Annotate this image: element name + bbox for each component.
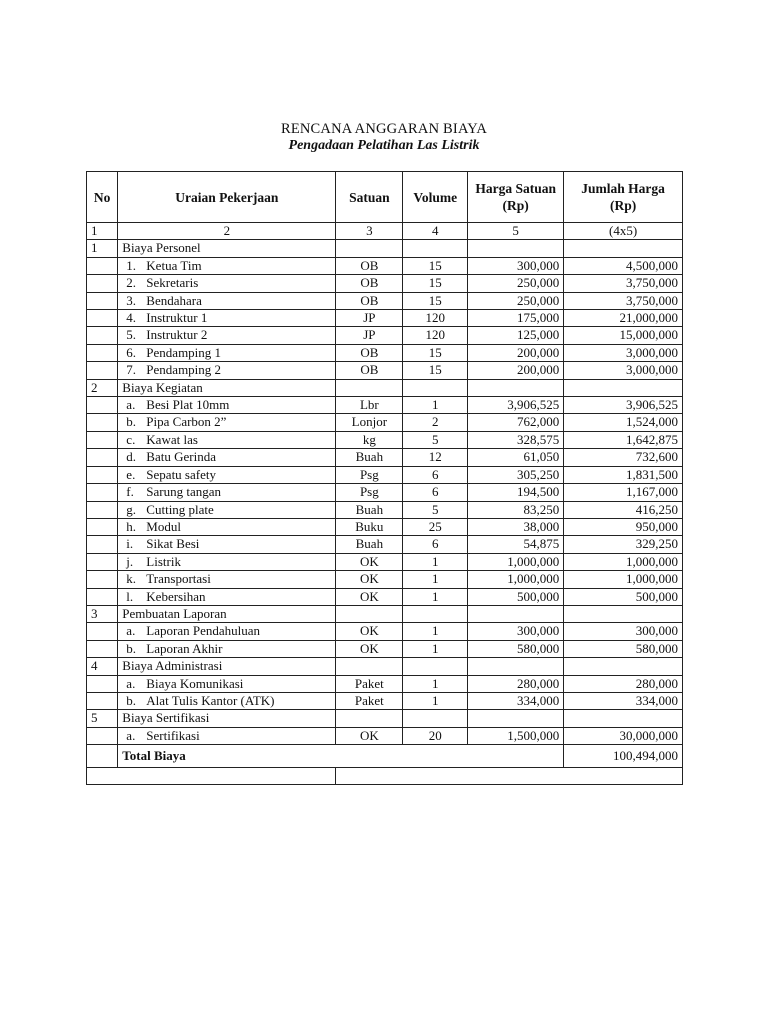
item-harga-satuan: 54,875 [468, 536, 564, 553]
empty-cell [87, 292, 118, 309]
empty-cell [336, 768, 683, 785]
item-volume: 120 [403, 327, 468, 344]
empty-cell [87, 518, 118, 535]
empty-cell [87, 571, 118, 588]
table-row [87, 692, 683, 709]
item-jumlah-harga: 1,524,000 [564, 414, 683, 431]
item-volume: 15 [403, 257, 468, 274]
colnum-3: 3 [336, 223, 403, 240]
empty-cell [87, 327, 118, 344]
item-uraian [118, 257, 336, 274]
item-volume: 2 [403, 414, 468, 431]
item-jumlah-harga: 4,500,000 [564, 257, 683, 274]
item-name: Instruktur 1 [146, 310, 208, 326]
colnum-5: 5 [468, 223, 564, 240]
empty-cell [468, 658, 564, 675]
item-uraian [118, 344, 336, 361]
item-uraian [118, 553, 336, 570]
item-harga-satuan: 300,000 [468, 257, 564, 274]
item-label: 2. [126, 275, 137, 291]
item-volume: 20 [403, 727, 468, 744]
empty-cell [87, 484, 118, 501]
item-label: k. [126, 571, 137, 587]
table-row [87, 344, 683, 361]
item-name: Sepatu safety [146, 466, 216, 482]
empty-cell [336, 605, 403, 622]
item-name: Ketua Tim [146, 257, 202, 273]
item-uraian [118, 397, 336, 414]
empty-cell [87, 449, 118, 466]
item-uraian [118, 675, 336, 692]
item-label: f. [126, 484, 134, 500]
section-no: 5 [87, 710, 118, 727]
item-harga-satuan: 61,050 [468, 449, 564, 466]
item-satuan: OK [336, 588, 403, 605]
section-row [87, 605, 683, 622]
empty-cell [564, 658, 683, 675]
header-no: No [87, 172, 118, 223]
item-harga-satuan: 334,000 [468, 692, 564, 709]
empty-cell [87, 536, 118, 553]
item-jumlah-harga: 15,000,000 [564, 327, 683, 344]
item-volume: 1 [403, 397, 468, 414]
section-row [87, 240, 683, 257]
item-uraian [118, 466, 336, 483]
item-volume: 6 [403, 466, 468, 483]
item-harga-satuan: 305,250 [468, 466, 564, 483]
item-label: d. [126, 449, 137, 465]
item-harga-satuan: 580,000 [468, 640, 564, 657]
item-satuan: OB [336, 362, 403, 379]
section-row [87, 710, 683, 727]
item-volume: 1 [403, 571, 468, 588]
item-satuan: Buah [336, 449, 403, 466]
item-jumlah-harga: 3,000,000 [564, 344, 683, 361]
item-label: h. [126, 518, 137, 534]
empty-cell [87, 640, 118, 657]
item-satuan: kg [336, 431, 403, 448]
empty-cell [403, 710, 468, 727]
empty-cell [403, 605, 468, 622]
item-label: i. [126, 536, 134, 552]
item-name: Cutting plate [146, 501, 214, 517]
item-name: Biaya Komunikasi [146, 675, 244, 691]
budget-table [86, 171, 683, 785]
item-satuan: OK [336, 623, 403, 640]
item-jumlah-harga: 1,167,000 [564, 484, 683, 501]
item-satuan: Paket [336, 692, 403, 709]
item-uraian [118, 310, 336, 327]
item-jumlah-harga: 3,000,000 [564, 362, 683, 379]
item-harga-satuan: 1,500,000 [468, 727, 564, 744]
item-satuan: Buah [336, 536, 403, 553]
empty-cell [87, 501, 118, 518]
item-satuan: OK [336, 553, 403, 570]
header-harga-satuan: Harga Satuan (Rp) [468, 172, 564, 223]
item-uraian [118, 431, 336, 448]
document-title: RENCANA ANGGARAN BIAYA [280, 121, 488, 137]
section-row [87, 379, 683, 396]
item-jumlah-harga: 300,000 [564, 623, 683, 640]
empty-cell [87, 466, 118, 483]
item-jumlah-harga: 30,000,000 [564, 727, 683, 744]
item-label: a. [126, 727, 136, 743]
item-satuan: Lbr [336, 397, 403, 414]
section-row [87, 658, 683, 675]
item-name: Pendamping 1 [146, 344, 222, 360]
empty-cell [468, 379, 564, 396]
item-volume: 15 [403, 362, 468, 379]
item-name: Kebersihan [146, 588, 206, 604]
item-label: 4. [126, 310, 137, 326]
item-label: b. [126, 692, 137, 708]
item-volume: 1 [403, 675, 468, 692]
item-volume: 1 [403, 553, 468, 570]
empty-cell [87, 344, 118, 361]
item-name: Batu Gerinda [146, 449, 216, 465]
item-jumlah-harga: 3,750,000 [564, 275, 683, 292]
header-volume: Volume [403, 172, 468, 223]
section-no: 2 [87, 379, 118, 396]
item-satuan: OK [336, 727, 403, 744]
item-satuan: Psg [336, 484, 403, 501]
item-label: 5. [126, 327, 137, 343]
empty-cell [336, 658, 403, 675]
item-name: Pipa Carbon 2” [146, 414, 227, 430]
table-row [87, 553, 683, 570]
item-uraian [118, 484, 336, 501]
section-no: 3 [87, 605, 118, 622]
section-name: Biaya Sertifikasi [118, 710, 336, 727]
empty-cell [403, 379, 468, 396]
table-row [87, 327, 683, 344]
item-harga-satuan: 200,000 [468, 344, 564, 361]
table-row [87, 466, 683, 483]
table-row [87, 397, 683, 414]
item-name: Sekretaris [146, 275, 199, 291]
item-volume: 6 [403, 484, 468, 501]
table-row [87, 623, 683, 640]
item-uraian [118, 292, 336, 309]
item-uraian [118, 640, 336, 657]
item-jumlah-harga: 950,000 [564, 518, 683, 535]
empty-footer-row [87, 768, 683, 785]
empty-cell [336, 240, 403, 257]
item-jumlah-harga: 280,000 [564, 675, 683, 692]
item-satuan: OB [336, 344, 403, 361]
table-row [87, 571, 683, 588]
item-label: 1. [126, 257, 137, 273]
item-satuan: JP [336, 327, 403, 344]
item-volume: 15 [403, 292, 468, 309]
item-uraian [118, 536, 336, 553]
empty-cell [87, 397, 118, 414]
item-name: Kawat las [146, 431, 198, 447]
item-volume: 6 [403, 536, 468, 553]
item-volume: 12 [403, 449, 468, 466]
table-row [87, 501, 683, 518]
item-satuan: OB [336, 292, 403, 309]
item-satuan: JP [336, 310, 403, 327]
item-volume: 1 [403, 692, 468, 709]
item-harga-satuan: 83,250 [468, 501, 564, 518]
item-name: Listrik [146, 553, 181, 569]
table-row [87, 257, 683, 274]
item-name: Modul [146, 518, 181, 534]
empty-cell [403, 240, 468, 257]
empty-cell [468, 710, 564, 727]
item-name: Besi Plat 10mm [146, 397, 230, 413]
item-volume: 120 [403, 310, 468, 327]
table-header-row [87, 172, 683, 223]
empty-cell [564, 379, 683, 396]
item-label: b. [126, 640, 137, 656]
item-label: 6. [126, 344, 137, 360]
item-uraian [118, 727, 336, 744]
item-label: l. [126, 588, 134, 604]
item-jumlah-harga: 329,250 [564, 536, 683, 553]
item-satuan: OK [336, 640, 403, 657]
empty-cell [87, 257, 118, 274]
colnum-1: 1 [87, 223, 118, 240]
item-jumlah-harga: 500,000 [564, 588, 683, 605]
item-volume: 15 [403, 344, 468, 361]
item-jumlah-harga: 21,000,000 [564, 310, 683, 327]
item-name: Sertifikasi [146, 727, 200, 743]
item-uraian [118, 275, 336, 292]
item-harga-satuan: 250,000 [468, 275, 564, 292]
item-satuan: Buku [336, 518, 403, 535]
item-satuan: OK [336, 571, 403, 588]
table-row [87, 292, 683, 309]
item-uraian [118, 414, 336, 431]
item-jumlah-harga: 1,000,000 [564, 571, 683, 588]
item-uraian [118, 571, 336, 588]
empty-cell [564, 240, 683, 257]
empty-cell [336, 379, 403, 396]
item-label: g. [126, 501, 137, 517]
item-harga-satuan: 300,000 [468, 623, 564, 640]
item-label: a. [126, 675, 136, 691]
item-label: e. [126, 466, 136, 482]
item-volume: 15 [403, 275, 468, 292]
empty-cell [87, 745, 118, 768]
section-name: Pembuatan Laporan [118, 605, 336, 622]
item-label: c. [126, 431, 136, 447]
colnum-6: (4x5) [564, 223, 683, 240]
empty-cell [468, 240, 564, 257]
item-jumlah-harga: 3,906,525 [564, 397, 683, 414]
item-label: a. [126, 397, 136, 413]
item-jumlah-harga: 732,600 [564, 449, 683, 466]
empty-cell [87, 588, 118, 605]
table-row [87, 640, 683, 657]
item-harga-satuan: 125,000 [468, 327, 564, 344]
empty-cell [87, 692, 118, 709]
item-label: 7. [126, 362, 137, 378]
item-harga-satuan: 175,000 [468, 310, 564, 327]
item-label: j. [126, 553, 134, 569]
empty-cell [87, 431, 118, 448]
item-harga-satuan: 500,000 [468, 588, 564, 605]
empty-cell [87, 727, 118, 744]
item-satuan: Buah [336, 501, 403, 518]
item-jumlah-harga: 580,000 [564, 640, 683, 657]
table-body [87, 223, 683, 785]
item-jumlah-harga: 334,000 [564, 692, 683, 709]
item-uraian [118, 501, 336, 518]
table-row [87, 431, 683, 448]
item-uraian [118, 362, 336, 379]
item-satuan: OB [336, 257, 403, 274]
item-harga-satuan: 38,000 [468, 518, 564, 535]
header-satuan: Satuan [336, 172, 403, 223]
item-uraian [118, 692, 336, 709]
item-label: a. [126, 623, 136, 639]
table-row [87, 275, 683, 292]
item-jumlah-harga: 3,750,000 [564, 292, 683, 309]
item-volume: 1 [403, 640, 468, 657]
item-volume: 25 [403, 518, 468, 535]
item-name: Transportasi [146, 571, 211, 587]
item-satuan: Lonjor [336, 414, 403, 431]
empty-cell [87, 623, 118, 640]
item-uraian [118, 623, 336, 640]
table-row [87, 727, 683, 744]
item-satuan: OB [336, 275, 403, 292]
colnum-4: 4 [403, 223, 468, 240]
table-row [87, 310, 683, 327]
empty-cell [564, 605, 683, 622]
item-harga-satuan: 328,575 [468, 431, 564, 448]
section-no: 1 [87, 240, 118, 257]
item-satuan: Psg [336, 466, 403, 483]
table-row [87, 536, 683, 553]
item-jumlah-harga: 416,250 [564, 501, 683, 518]
table-row [87, 484, 683, 501]
item-harga-satuan: 250,000 [468, 292, 564, 309]
empty-cell [403, 658, 468, 675]
empty-cell [87, 553, 118, 570]
item-name: Laporan Akhir [146, 640, 223, 656]
empty-cell [87, 275, 118, 292]
item-name: Laporan Pendahuluan [146, 623, 261, 639]
total-row [87, 745, 683, 768]
item-volume: 1 [403, 588, 468, 605]
table-row [87, 518, 683, 535]
header-uraian: Uraian Pekerjaan [118, 172, 336, 223]
item-name: Pendamping 2 [146, 362, 222, 378]
section-no: 4 [87, 658, 118, 675]
item-name: Alat Tulis Kantor (ATK) [146, 692, 275, 708]
item-uraian [118, 449, 336, 466]
empty-cell [87, 414, 118, 431]
empty-cell [87, 675, 118, 692]
item-harga-satuan: 194,500 [468, 484, 564, 501]
section-name: Biaya Personel [118, 240, 336, 257]
table-row [87, 449, 683, 466]
item-jumlah-harga: 1,642,875 [564, 431, 683, 448]
item-volume: 5 [403, 501, 468, 518]
item-uraian [118, 518, 336, 535]
total-value: 100,494,000 [564, 745, 683, 768]
empty-cell [336, 710, 403, 727]
item-harga-satuan: 3,906,525 [468, 397, 564, 414]
item-name: Sarung tangan [146, 484, 222, 500]
section-name: Biaya Administrasi [118, 658, 336, 675]
item-name: Sikat Besi [146, 536, 200, 552]
empty-cell [564, 710, 683, 727]
column-number-row [87, 223, 683, 240]
item-harga-satuan: 280,000 [468, 675, 564, 692]
item-harga-satuan: 762,000 [468, 414, 564, 431]
item-name: Instruktur 2 [146, 327, 208, 343]
item-jumlah-harga: 1,000,000 [564, 553, 683, 570]
item-name: Bendahara [146, 292, 202, 308]
item-harga-satuan: 1,000,000 [468, 571, 564, 588]
item-satuan: Paket [336, 675, 403, 692]
item-label: b. [126, 414, 137, 430]
section-name: Biaya Kegiatan [118, 379, 336, 396]
item-harga-satuan: 200,000 [468, 362, 564, 379]
table-row [87, 414, 683, 431]
item-volume: 5 [403, 431, 468, 448]
table-row [87, 362, 683, 379]
empty-cell [87, 768, 336, 785]
document-subtitle: Pengadaan Pelatihan Las Listrik [288, 138, 480, 153]
empty-cell [468, 605, 564, 622]
item-harga-satuan: 1,000,000 [468, 553, 564, 570]
header-jumlah-harga: Jumlah Harga (Rp) [564, 172, 683, 223]
item-volume: 1 [403, 623, 468, 640]
item-uraian [118, 588, 336, 605]
table-row [87, 588, 683, 605]
empty-cell [87, 310, 118, 327]
empty-cell [87, 362, 118, 379]
item-jumlah-harga: 1,831,500 [564, 466, 683, 483]
total-label: Total Biaya [118, 745, 564, 768]
table-row [87, 675, 683, 692]
colnum-2: 2 [118, 223, 336, 240]
item-uraian [118, 327, 336, 344]
item-label: 3. [126, 292, 137, 308]
